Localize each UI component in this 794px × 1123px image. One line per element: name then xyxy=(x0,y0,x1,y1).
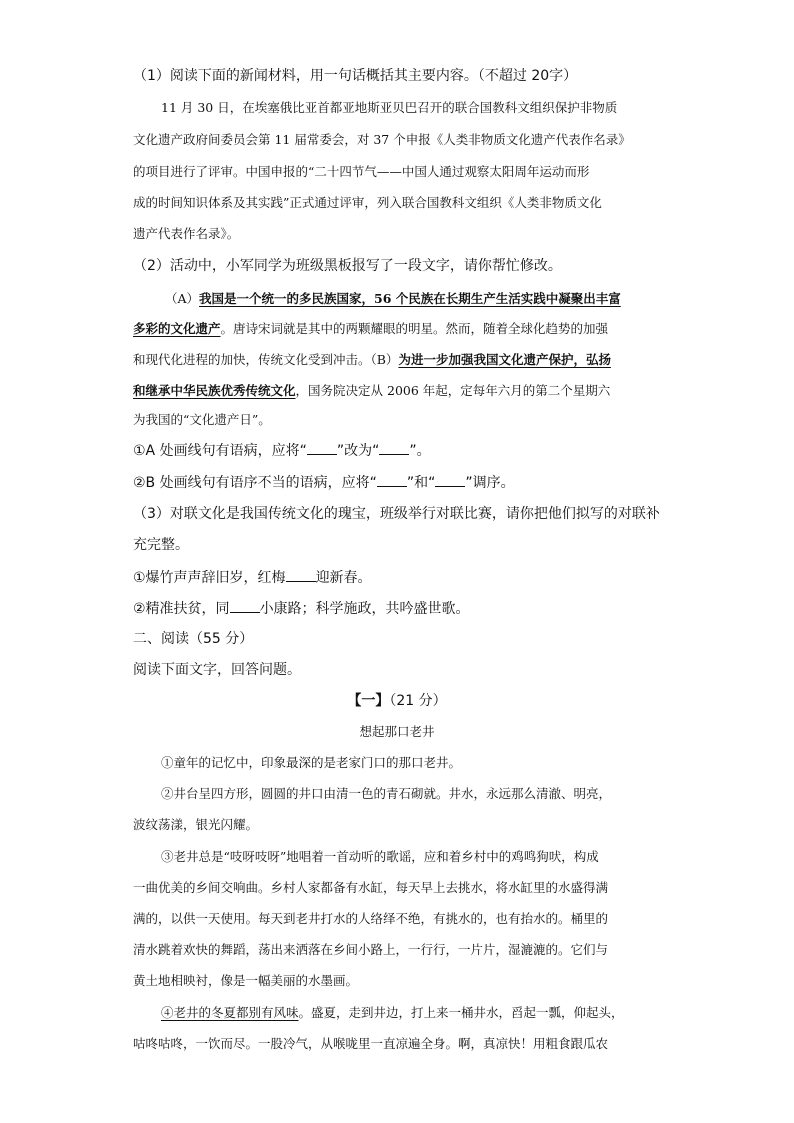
q1-news-line: 的项目进行了评审。中国申报的“二十四节气——中国人通过观察太阳周年运动而形 xyxy=(133,164,590,179)
q2-subquestion-1 xyxy=(133,440,431,461)
part-score: （21 分） xyxy=(389,693,447,709)
article-paragraph: 黄土地相映衬，像是一幅美丽的水墨画。 xyxy=(133,973,359,988)
q2-passage-text: ，国务院决定从 2006 年起，定每年六月的第二个星期六 xyxy=(295,383,611,398)
q2-sub1-text: ”。 xyxy=(409,443,431,459)
answer-blank[interactable] xyxy=(307,440,337,455)
section-heading: 二、阅读（55 分） xyxy=(133,631,254,647)
q1-prompt: （1）阅读下面的新闻材料，用一句话概括其主要内容。（不超过 20字） xyxy=(133,68,578,84)
q2-subquestion-2 xyxy=(133,472,515,493)
q3-couplet-2 xyxy=(133,598,470,619)
q2-passage-line xyxy=(165,289,621,309)
q2-prompt: （2）活动中，小军同学为班级黑板报写了一段文字，请你帮忙修改。 xyxy=(133,258,562,274)
article-paragraph: ③老井总是“吱呀吱呀”地唱着一首动听的歌谣，应和着乡村中的鸡鸣狗吠，构成 xyxy=(161,849,599,864)
q2-sub1-text: ”改为“ xyxy=(336,443,380,459)
q2-underlined-sentence-b: 为进一步加强我国文化遗产保护，弘扬 xyxy=(398,352,611,367)
q2-passage-line xyxy=(133,350,611,370)
q1-news-line: 遗产代表作名录》。 xyxy=(133,226,240,241)
q2-underlined-sentence-a: 我国是一个统一的多民族国家，56 个民族在长期生产生活实践中凝聚出丰富 xyxy=(199,291,621,306)
article-paragraph xyxy=(161,1003,624,1023)
part-heading xyxy=(0,691,794,711)
article-paragraph: 波纹荡漾，银光闪耀。 xyxy=(133,817,259,832)
section-instruction: 阅读下面文字，回答问题。 xyxy=(133,662,301,678)
article-paragraph: 一曲优美的乡间交响曲。乡村人家都备有水缸，每天早上去挑水，将水缸里的水盛得满 xyxy=(133,880,609,895)
q1-news-line: 11 月 30 日，在埃塞俄比亚首都亚地斯亚贝巴召开的联合国教科文组织保护非物质 xyxy=(161,100,618,115)
q3-prompt: 充完整。 xyxy=(133,537,189,553)
q3-couplet-text: 小康路；科学施政，共吟盛世歌。 xyxy=(259,601,470,617)
q2-underlined-sentence-b: 和继承中华民族优秀传统文化 xyxy=(133,383,296,398)
q2-passage-text: 和现代化进程的加快，传统文化受到冲击。（B） xyxy=(133,352,399,367)
q3-couplet-1 xyxy=(133,567,372,588)
q2-sub2-text: ”和“ xyxy=(406,475,436,491)
article-paragraph: 清水跳着欢快的舞蹈，荡出来洒落在乡间小路上，一行行，一片片，湿漉漉的。它们与 xyxy=(133,942,609,957)
answer-blank[interactable] xyxy=(286,567,316,582)
article-text: 。盛夏，走到井边，打上来一桶井水，舀起一瓢，仰起头， xyxy=(298,1005,624,1020)
answer-blank[interactable] xyxy=(379,440,409,455)
q3-couplet-text: 迎新春。 xyxy=(315,570,372,586)
q2-marker-a: （A） xyxy=(165,291,200,306)
q2-passage-line: 为我国的“文化遗产日”。 xyxy=(133,412,271,427)
q1-news-line: 文化遗产政府间委员会第 11 届常委会，对 37 个申报《人类非物质文化遗产代表作名录》 xyxy=(133,132,631,147)
article-underlined-sentence: ④老井的冬夏都别有风味 xyxy=(161,1005,299,1020)
q2-passage-line xyxy=(133,381,610,401)
article-title: 想起那口老井 xyxy=(359,724,435,739)
article-paragraph: 咕咚咕咚，一饮而尽。一股冷气，从喉咙里一直凉遍全身。啊，真凉快！用粗食跟瓜农 xyxy=(133,1036,609,1051)
answer-blank[interactable] xyxy=(230,598,260,613)
q2-sub2-text: ”调序。 xyxy=(465,475,515,491)
q2-sub2-text: ②B 处画线句有语序不当的语病，应将“ xyxy=(133,475,377,491)
q2-passage-text: 。唐诗宋词就是其中的两颗耀眼的明星。然而，随着全球化趋势的加强 xyxy=(220,321,609,336)
answer-blank[interactable] xyxy=(377,472,407,487)
article-paragraph: ①童年的记忆中，印象最深的是老家门口的那口老井。 xyxy=(161,755,462,770)
article-paragraph: ②井台呈四方形，圆圆的井口由清一色的青石砌就。井水，永远那么清澈、明亮， xyxy=(161,786,612,801)
q2-sub1-text: ①A 处画线句有语病，应将“ xyxy=(133,443,307,459)
q1-news-line: 成的时间知识体系及其实践”正式通过评审，列入联合国教科文组织《人类非物质文化 xyxy=(133,195,602,210)
part-label: 【一】 xyxy=(347,693,390,709)
q3-prompt: （3）对联文化是我国传统文化的瑰宝，班级举行对联比赛，请你把他们拟写的对联补 xyxy=(133,506,660,522)
q3-couplet-text: ②精准扶贫，同 xyxy=(133,601,230,617)
article-paragraph: 满的，以供一天使用。每天到老井打水的人络绎不绝，有挑水的，也有抬水的。桶里的 xyxy=(133,911,609,926)
q2-passage-line xyxy=(133,319,608,339)
answer-blank[interactable] xyxy=(435,472,465,487)
q3-couplet-text: ①爆竹声声辞旧岁，红梅 xyxy=(133,570,286,586)
q2-underlined-sentence-a: 多彩的文化遗产 xyxy=(133,321,221,336)
